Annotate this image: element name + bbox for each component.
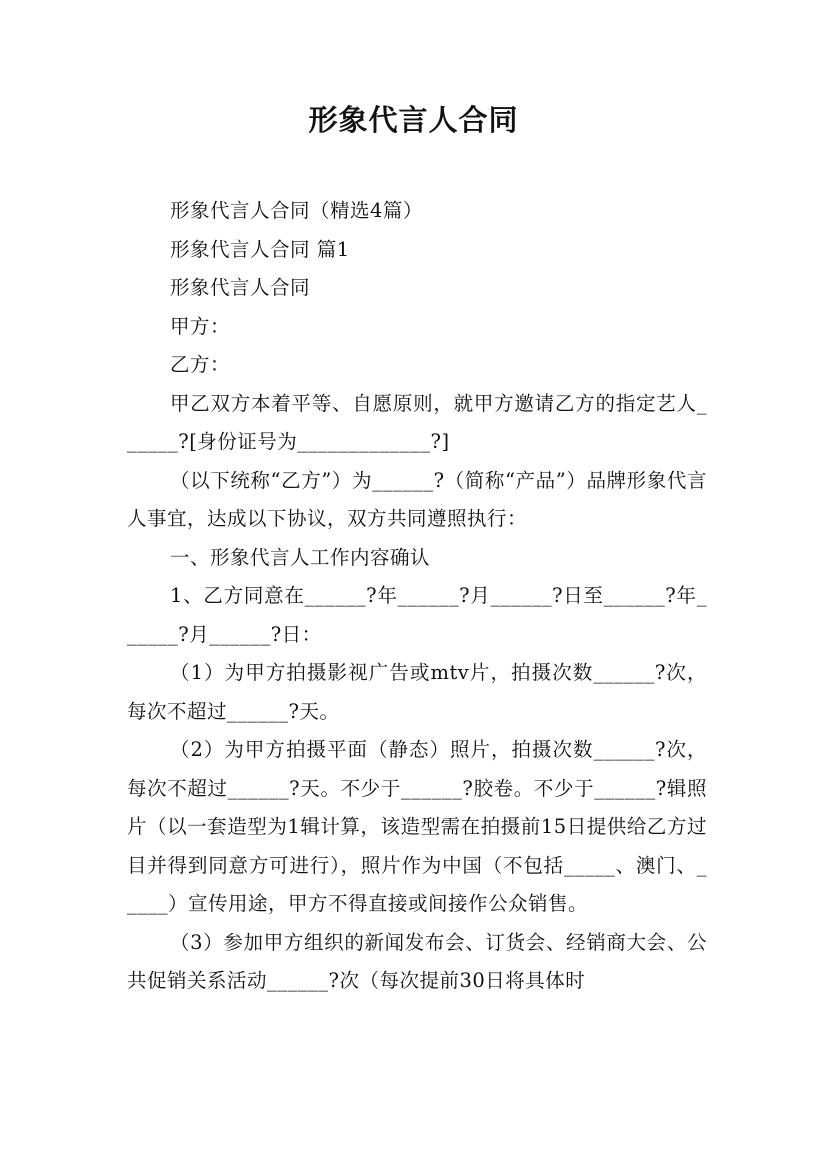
document-title: 形象代言人合同: [308, 103, 519, 137]
paragraph-item-1: （1）为甲方拍摄影视广告或mtv片，拍摄次数______?次，每次不超过______?天。: [127, 661, 707, 723]
paragraph-section-heading: 形象代言人合同 篇1: [170, 237, 350, 261]
paragraph-contract-name: 形象代言人合同: [170, 276, 311, 299]
paragraph-item-3: （3）参加甲方组织的新闻发布会、订货会、经销商大会、公共促销关系活动______?次（每次提前30日将具体时: [127, 930, 707, 992]
paragraph-agreement: （以下统称“乙方”）为______?（简称“产品”）品牌形象代言人事宜，达成以下协议，双方共同遵照执行：: [127, 468, 707, 530]
party-b-line: 乙方：: [170, 353, 231, 376]
document-body: [127, 192, 707, 1001]
party-a-line: 甲方：: [170, 314, 231, 338]
paragraph-intro: 甲乙双方本着平等、自愿原则，就甲方邀请乙方的指定艺人______?[身份证号为_____________?]: [127, 391, 707, 453]
paragraph-subtitle: 形象代言人合同（精选4篇）: [170, 199, 423, 222]
paragraph-term: 1、乙方同意在______?年______?月______?日至______?年______?月______?日：: [127, 584, 707, 646]
paragraph-clause-heading: 一、形象代言人工作内容确认: [170, 545, 431, 569]
paragraph-item-2: （2）为甲方拍摄平面（静态）照片，拍摄次数______?次，每次不超过______?天。不少于______?胶卷。不少于______?辑照片（以一套造型为1辑计算，该造型需在拍摄前15日提供给乙方过目并得到同意方可进行），照片作为中国（不包括_____、澳门、_____）宣传用途，甲方不得直接或间接作公众销售。: [127, 738, 707, 915]
